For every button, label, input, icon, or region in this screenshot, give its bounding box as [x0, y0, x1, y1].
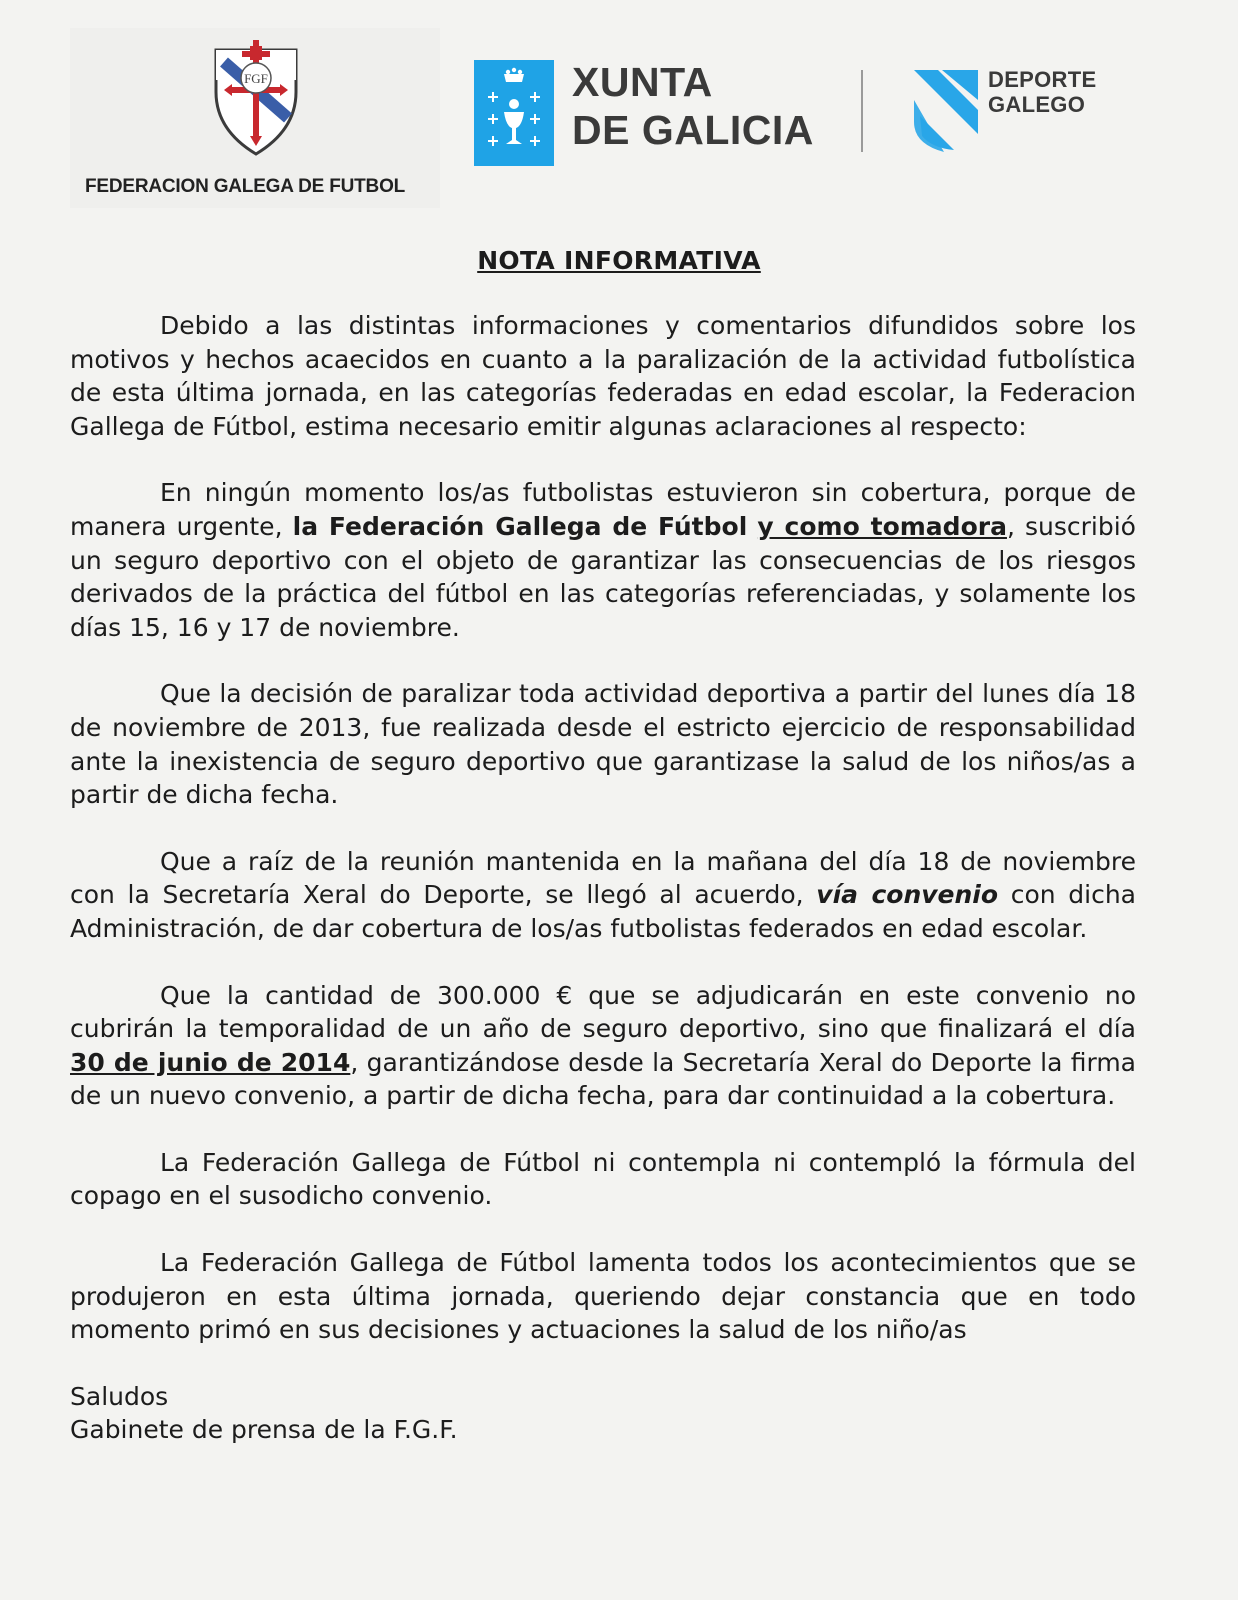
paragraph-5	[70, 979, 1136, 1113]
fgf-logo-block	[70, 28, 440, 208]
paragraph-5-bold-underline-date: 30 de junio de 2014	[70, 1047, 351, 1077]
fgf-crest-icon	[210, 40, 302, 158]
page-title: NOTA INFORMATIVA	[477, 246, 761, 275]
fgf-name: FEDERACION GALEGA DE FUTBOL	[85, 176, 406, 197]
deporte-galego-icon	[914, 70, 978, 152]
paragraph-1: Debido a las distintas informaciones y comentarios difundidos sobre los motivos y hechos acaecidos en cuanto a la paralización de la actividad futbolística de esta última jornada, en las categorías federadas en edad escolar, la Federacion Gallega de Fútbol, estima necesario emitir algunas aclaraciones al respecto:	[70, 311, 1136, 441]
paragraph-4	[70, 845, 1136, 946]
paragraph-2-bold-underline-tomadora: y como tomadora	[757, 511, 1007, 541]
xunta-shield-icon	[474, 60, 554, 166]
paragraph-3: Que la decisión de paralizar toda actividad deportiva a partir del lunes día 18 de noviembre de 2013, fue realizada desde el estricto ejercicio de responsabilidad ante la inexistencia de seguro deportivo que garantizase la salud de los niños/as a partir de dicha fecha.	[70, 679, 1136, 810]
paragraph-2-text-d: , suscribió un seguro deportivo con el objeto de garantizar las consecuencias de los riesgos derivados de la práctica del fútbol en las categorías referenciadas, y solamente los días 15, 16 y 17 de noviembre.	[70, 511, 1136, 642]
deporte-line-2: GALEGO	[988, 92, 1086, 117]
paragraph-4-text-c: con dicha Administración, de dar cobertura de los/as futbolistas federados en edad escolar.	[70, 880, 1136, 943]
fgf-crest-initials: FGF	[244, 71, 268, 86]
paragraph-2	[70, 476, 1136, 644]
xunta-wordmark	[572, 58, 814, 154]
document-body	[70, 309, 1136, 1447]
paragraph-7: La Federación Gallega de Fútbol lamenta todos los acontecimientos que se produjeron en esta última jornada, queriendo dejar constancia que en todo momento primó en sus decisiones y actuaciones la salud de los niño/as	[70, 1248, 1136, 1345]
paragraph-2-bold-federacion: la Federación Gallega de Fútbol	[292, 511, 748, 541]
deporte-line-1: DEPORTE	[988, 67, 1097, 92]
header-divider	[861, 70, 863, 152]
closing-block	[70, 1380, 1136, 1447]
paragraph-6: La Federación Gallega de Fútbol ni contempla ni contempló la fórmula del copago en el susodicho convenio.	[70, 1147, 1136, 1211]
xunta-line-2: DE GALICIA	[572, 107, 814, 153]
paragraph-4-bold-italic-convenio: vía convenio	[816, 880, 999, 910]
paragraph-5-text-a: Que la cantidad de 300.000 € que se adjudicarán en este convenio no cubrirán la temporalidad de un año de seguro deportivo, sino que finalizará el día	[70, 980, 1136, 1044]
deporte-galego-wordmark	[988, 67, 1096, 117]
paragraph-5-text-c: , garantizándose desde la Secretaría Xeral do Deporte la firma de un nuevo convenio, a partir de dicha fecha, para dar continuidad a la cobertura.	[70, 1047, 1136, 1111]
xunta-line-1: XUNTA	[572, 59, 713, 105]
paragraph-2-text-a: En ningún momento los/as futbolistas estuvieron sin cobertura, porque de manera urgente,	[70, 478, 1136, 541]
closing-signature: Gabinete de prensa de la F.G.F.	[70, 1415, 458, 1445]
closing-greeting: Saludos	[70, 1381, 169, 1411]
paragraph-4-text-a: Que a raíz de la reunión mantenida en la mañana del día 18 de noviembre con la Secretaría Xeral do Deporte, se llegó al acuerdo,	[70, 846, 1136, 910]
